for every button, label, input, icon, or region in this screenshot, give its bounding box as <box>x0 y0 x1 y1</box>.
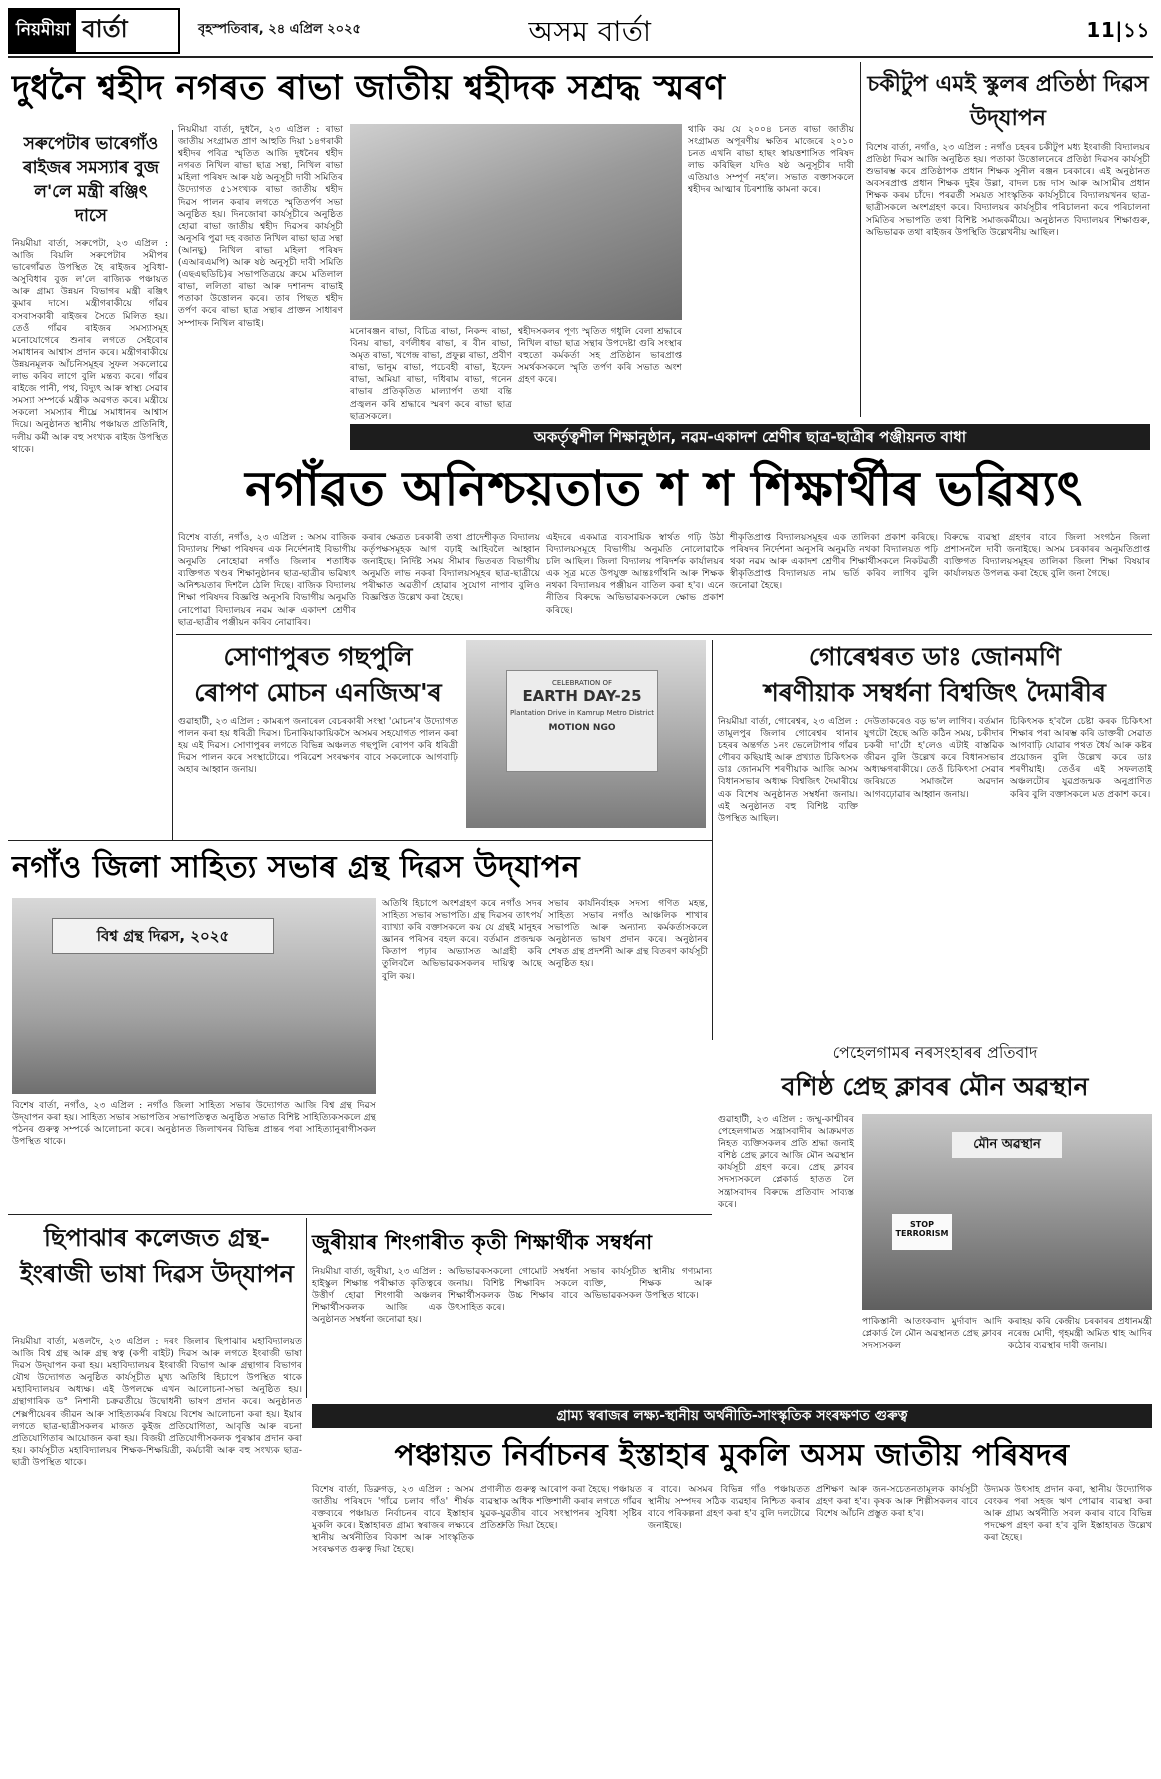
top-story-col4: শ্বহীদসকলৰ পূণ্য স্মৃতিত গধুলি বেলা শ্ৰদ্ধাৰে নিখিল ৰাভা ছাত্ৰ সন্থাৰ উপদেষ্টা গুৰি সংস্থাৰ বহুতো কৰ্মকৰ্তা সহ প্ৰতিষ্ঠান ভাৰপ্ৰাপ্ত সমৰ্থকসকলে স্মৃতি তৰ্পণ কৰি সভাত অংশ গ্ৰহণ কৰে। <box>518 326 682 386</box>
panchayat-col1: বিশেষ বাৰ্তা, ডিব্ৰুগড়, ২৩ এপ্ৰিল : অসম জাতীয় পৰিষদে 'গাঁৱে চলাব গাঁও' শীৰ্ষক বক্তব্যৰে পঞ্চায়ত নিৰ্বাচনৰ বাবে ইস্তাহাৰ মুকলি কৰে। ইস্তাহাৰত গ্ৰাম্য স্বৰাজৰ লক্ষ্যৰে স্থানীয় অৰ্থনীতিৰ বিকাশ আৰু সাংস্কৃতিক সংৰক্ষণত গুৰুত্ব দিয়া হৈছে। <box>312 1484 474 1556</box>
col-divider <box>172 130 173 840</box>
banner-line2: EARTH DAY-25 <box>522 687 642 705</box>
protest-banner: মৌন অৱস্থান <box>952 1132 1062 1158</box>
sahitya-photo <box>12 898 376 1094</box>
top-story-col5: থাকি কয় যে ২০০৪ চনত ৰাভা জাতীয় সংগ্ৰামত অপূৰণীয় ক্ষতিৰ মাজেৰে ২০১০ চনত এখনি ৰাভা হাছং স্বায়ত্তশাসিত পৰিষদ লাভ কৰিছিল যদিও ষষ্ঠ অনুসূচীৰ দাবী এতিয়াও সম্পূৰ্ণ নহ'ল। সভাত বক্তাসকলে শ্বহীদৰ আত্মাৰ চিৰশান্তি কামনা কৰে। <box>688 124 854 196</box>
section-rule <box>8 840 712 841</box>
lead-story-col5: বিৰুদ্ধে ব্যৱস্থা গ্ৰহণৰ বাবে জিলা সংগঠন জিলা প্ৰশাসনলৈ দাবী জনাইছে। অসম চৰকাৰৰ অনুমতিপ্ৰাপ্ত ব্যক্তিগত বিদ্যালয়সমূহৰ তালিকা জিলা শিক্ষা বিষয়াৰ কাৰ্যালয়ত উপলব্ধ কৰা হৈছে বুলি জনা গৈছে। <box>944 532 1150 580</box>
pahelgam-headline: বশিষ্ঠ প্ৰেছ ক্লাবৰ মৌন অৱস্থান <box>781 1072 1089 1101</box>
doctor-col2: দেউতাকৰেও বড় ভ'ল লাগিব। বৰ্তমান যুগটো হৈছে অতি কঠিন সময়, চকীদাৰ চকৰী দা'ৰ্টো হ'লেও এটাই বাস্তৱিক জীৱন বুলি উল্লেখ কৰে বিধানসভাৰ অধ্যক্ষগৰাকীয়ে। তেওঁ চিকিৎসা সেৱাৰ জৰিয়তে সমাজলৈ অৱদান আগবঢ়োৱাৰ আহ্বান জনায়। <box>864 716 1004 800</box>
right-story-body: বিশেষ বাৰ্তা, নগাঁও, ২৩ এপ্ৰিল : নগাঁও চহৰৰ চকীটুপ মধ্য ইংৰাজী বিদ্যালয়ৰ প্ৰতিষ্ঠা দিৱস আজি অনুষ্ঠিত হয়। পতাকা উত্তোলনেৰে প্ৰতিষ্ঠা দিৱসৰ কাৰ্যসূচী শুভাৰম্ভ কৰে প্ৰতিষ্ঠাপক প্ৰধান শিক্ষক সুনীল ৰঞ্জন চৰকাৰে। এই অনুষ্ঠানত অবসৰপ্ৰাপ্ত প্ৰধান শিক্ষক দুইৰ উল্লা, বাদল চন্দ্ৰ দাস আৰু আসামীৰ প্ৰধান শিক্ষক কৰম চাঁদে। পৰৱৰ্তী সময়ত সাংস্কৃতিক কাৰ্যসূচীৰে বিদ্যালয়খনৰ ছাত্ৰ-ছাত্ৰীসকলে অংশগ্ৰহণ কৰে। বিদ্যালয়ৰ কাৰ্যসূচীৰ পৰিচালনা কৰে পৰিচালনা সমিতিৰ সভাপতি তথা বিশিষ্ট সমাজকৰ্মীয়ে। অনুষ্ঠানত বিদ্যালয়ৰ শিক্ষাগুৰু, অভিভাৱক তথা ৰাইজৰ উপস্থিতি উল্লেখনীয় আছিল। <box>866 142 1150 238</box>
section-rule <box>8 1214 712 1215</box>
kicker-strip-education: অকৰ্তৃত্বশীল শিক্ষানুষ্ঠান, নৱম-একাদশ শ্ৰেণীৰ ছাত্ৰ-ছাত্ৰীৰ পঞ্জীয়নত বাধা <box>350 424 1150 450</box>
sahitya-col3: সভাৰ কাৰ্যনিৰ্বাহক সদস্য গণিত মহন্ত, সাহিত্য সভাৰ নগাঁও আঞ্চলিক শাখাৰ সভাপতি আৰু অন্যান্য কৰ্মকৰ্তাসকলে অনুষ্ঠানত ভাষণ প্ৰদান কৰে। অনুষ্ঠানৰ শেষত গ্ৰন্থ প্ৰদৰ্শনী আৰু গ্ৰন্থ বিতৰণ কাৰ্যসূচী অনুষ্ঠিত হয়। <box>548 898 708 970</box>
doctor-col3: চিকিৎসক হ'বলৈ চেষ্টা কৰক চিকিৎসা শিক্ষাৰ পৰা আৰম্ভ কৰি ডাক্তৰী সেৱাত আগবাঢ়ি যোৱাৰ পথত ধৈৰ্য আৰু কষ্টৰ প্ৰয়োজন বুলি উল্লেখ কৰে ডাঃ শৰণীয়াই। তেওঁৰ এই সফলতাই অঞ্চলটোৰ যুৱপ্ৰজন্মক অনুপ্ৰাণিত কৰিব বুলি বক্তাসকলে মত প্ৰকাশ কৰে। <box>1010 716 1152 800</box>
section-rule <box>176 634 1152 635</box>
page-number: 11|১১ <box>1086 18 1150 42</box>
section-title: অসম বাৰ্তা <box>528 15 652 48</box>
panchayat-col2: প্ৰণালীত গুৰুত্ব আৰোপ কৰা হৈছে। পঞ্চায়ত ব্যৱস্থাক অধিক শক্তিশালী কৰাৰ লগতে গাঁৱৰ যুৱক-যুৱতীৰ বাবে সংস্থাপনৰ সুবিধা সৃষ্টিৰ প্ৰতিশ্ৰুতি দিয়া হৈছে। <box>480 1484 642 1532</box>
logo-part2: বাৰ্তা <box>82 15 128 43</box>
lead-story-col2: কৰাৰ ক্ষেত্ৰত চৰকাৰী তথা প্ৰাদেশীকৃত বিদ্যালয় কৰ্তৃপক্ষসমূহক আগ বঢ়াই আহিবলৈ আহ্বান জনাইছে। নিৰ্দিষ্ট সময় সীমাৰ ভিতৰত বিভাগীয় অনুমতি লাভ নকৰা বিদ্যালয়সমূহৰ ছাত্ৰ-ছাত্ৰীয়ে পৰীক্ষাত অৱতীৰ্ণ হোৱাৰ সুযোগ নাপাব বুলিও বিজ্ঞপ্তিত উল্লেখ কৰা হৈছে। <box>362 532 540 604</box>
sahitya-col2: অতিথি হিচাপে অংশগ্ৰহণ কৰে নগাঁও সদৰ সাহিত্য সভাৰ সভাপতি। গ্ৰন্থ দিৱসৰ তাৎপৰ্য ব্যাখ্যা কৰি বক্তাসকলে কয় যে গ্ৰন্থই মানুহৰ জ্ঞানৰ পৰিসৰ বহল কৰে। বৰ্তমান প্ৰজন্মক কিতাপ পঢ়াৰ অভ্যাসত আগ্ৰহী কৰি তুলিবলৈ অভিভাৱকসকলৰ দায়িত্ব আছে বুলি কয়। <box>382 898 542 982</box>
jurir-headline: জুৰীয়াৰ শিংগাৰীত কৃতী শিক্ষাৰ্থীক সম্বৰ্ধনা <box>312 1230 653 1254</box>
issue-date: বৃহস্পতিবাৰ, ২৪ এপ্ৰিল ২০২৫ <box>198 22 361 37</box>
top-story-col1: নিয়মীয়া বাৰ্তা, দুধনৈ, ২৩ এপ্ৰিল : ৰাভা জাতীয় সংগ্ৰামত প্ৰাণ আহুতি দিয়া ১৪গৰাকী শ্বহীদৰ পবিত্ৰ স্মৃতিত আজি দুধনৈৰ শ্বহীদ নগৰত নিখিল ৰাভা ছাত্ৰ সন্থা, নিখিল ৰাভা মহিলা পৰিষদ আৰু যষ্ঠ অনুসূচী দাবী সমিতিৰ উদ্যোগত ৫১সংখ্যক ৰাভা জাতীয় শ্বহীদ দিৱস পালন কৰাৰ লগতে স্মৃতিতৰ্পণ সভা অনুষ্ঠিত হয়। দিনজোৰা কাৰ্যসূচীৰে অনুষ্ঠিত হোৱা ৰাভা জাতীয় শ্বহীদ দিৱসৰ কাৰ্যসূচী অনুসৰি পুৱা দহ বজাত নিখিল ৰাভা ছাত্ৰ সন্থা (আনছু) নিখিল ৰাভা মহিলা পৰিষদ (এআৰএমপি) আৰু ষষ্ঠ অনুসূচী দাবী সমিতি (এছএছডিচি)ৰ সভাপতিত্ৰয়ে ক্ৰমে মতিলাল ৰাভা, ললিতা ৰাভা আৰু দশানন্দ ৰাভাই পতাকা উত্তোলন কৰে। তাৰ পিছত শ্বহীদ তৰ্পণ কৰে ৰাভা ছাত্ৰ সন্থাৰ প্ৰাক্তন সাধাৰণ সম্পাদক নিখিল ৰাভাই। <box>178 124 343 329</box>
lead-story-col1: বিশেষ বাৰ্তা, নগাঁও, ২৩ এপ্ৰিল : অসম বাজিক বিদ্যালয় শিক্ষা পৰিষদৰ এক নিৰ্দেশনাই বিভাগীয় অনুমতি নোহোৱা নগাঁও জিলাৰ শতাধিক ব্যক্তিগত খণ্ডৰ শিক্ষানুষ্ঠানৰ ছাত্ৰ-ছাত্ৰীৰ ভৱিষ্যৎ অনিশ্চয়তাৰ দিশলৈ ঠেলি দিছে। বাজিক বিদ্যালয় শিক্ষা পৰিষদৰ বিজ্ঞপ্তি অনুসৰি বিভাগীয় অনুমতি নোপোৱা বিদ্যালয়ৰ নৱম আৰু একাদশ শ্ৰেণীৰ ছাত্ৰ-ছাত্ৰীৰ পঞ্জীয়ন কৰিব নোৱাৰিব। <box>178 532 356 628</box>
left-story-headline: সৰুপেটাৰ ভাৰেগাঁও ৰাইজৰ সমস্যাৰ বুজ ল'লে মন্ত্ৰী ৰঞ্জিৎ দাসে <box>23 134 159 226</box>
pahelgam-body2: কৰাহয় কৰি কেন্দ্ৰীয় চৰকাৰৰ প্ৰধানমন্ত্ৰী নৰেন্দ্ৰ মোদী, গৃহমন্ত্ৰী অমিত শ্বাহ আদিৰ কঠোৰ ব্যৱস্থাৰ দাবী জনায়। <box>1008 1316 1152 1352</box>
gach-headline-2: ৰোপণ মোচন এনজিঅ'ৰ <box>194 678 442 707</box>
doctor-headline-1: গোৰেশ্বৰত ডাঃ জোনমণি <box>808 642 1062 671</box>
jurir-col2: অভিভাৱকসকলো গোমোট সম্বৰ্ধনা জনায়। বিশিষ্ট শিক্ষাবিদ সকলে শিক্ষাৰ্থীসকলক উচ্চ শিক্ষাৰ বাবে উৎসাহিত কৰে। <box>448 1266 578 1314</box>
gach-body: গুৱাহাটী, ২৩ এপ্ৰিল : কামৰূপ জনাৰেল বেচৰকাৰী সংস্থা 'মোচন'ৰ উদ্যোগত পালন কৰা হয় ধৰিত্ৰী দিৱস। চিনাকিয়াকায়িকসৈ অসমৰ সহযোগত পালন কৰা হয় এই দিৱস। সোণাপুৰৰ লগতে বিভিন্ন অঞ্চলত গছপুলি ৰোপণ কৰি ধৰিত্ৰী দিৱস পালন কৰে সংস্থাটোৱে। পৰিৱেশ সংৰক্ষণৰ বাবে সকলোকে আগবাঢ়ি অহাৰ আহ্বান জনায়। <box>178 716 458 776</box>
sahitya-headline: নগাঁও জিলা সাহিত্য সভাৰ গ্ৰন্থ দিৱস উদ্‌যাপন <box>12 850 581 885</box>
doctor-col1: নিয়মীয়া বাৰ্তা, গোৰেশ্বৰ, ২৩ এপ্ৰিল : তামুলপুৰ জিলাৰ গোৰেশ্বৰ থানাৰ চহৰৰ অন্তৰ্গত ১নং ভেলেটাপাৰ গাঁৱৰ গৌৰব কছিয়াই আৰু প্ৰখ্যাত চিকিৎসক ডাঃ জোনমণি শৰণীয়াক আজি অসম বিধানসভাৰ অধ্যক্ষ বিশ্বজিৎ দৈমাৰীয়ে এক বিশেষ অনুষ্ঠানত সম্বৰ্ধনা জনায়। এই অনুষ্ঠানত বহু বিশিষ্ট ব্যক্তি উপস্থিত আছিল। <box>718 716 858 824</box>
panchayat-headline: পঞ্চায়ত নিৰ্বাচনৰ ইস্তাহাৰ মুকলি অসম জাতীয় পৰিষদৰ <box>394 1438 1070 1473</box>
masthead-rule <box>8 56 1153 58</box>
gach-headline-1: সোণাপুৰত গছপুলি <box>223 642 413 671</box>
protest-placard: STOP TERRORISM <box>892 1214 952 1250</box>
chhipajhar-headline: ছিপাঝাৰ কলেজত গ্ৰন্থ-ইংৰাজী ভাষা দিৱস উদ্‌যাপন <box>20 1224 294 1288</box>
kicker-strip-panchayat: গ্ৰাম্য স্বৰাজৰ লক্ষ্য-স্থানীয় অৰ্থনীতি-সাংস্কৃতিক সংৰক্ষণত গুৰুত্ব <box>312 1404 1152 1428</box>
panchayat-col4: প্ৰশিক্ষণ আৰু জন-সচেতনতামূলক কাৰ্যসূচী গ্ৰহণ কৰা হ'ব। কৃষক আৰু শিল্পীসকলৰ বাবে বিশেষ আঁচনি প্ৰস্তুত কৰা হ'ব। <box>816 1484 978 1520</box>
col-divider <box>860 62 861 417</box>
chhipajhar-body: নিয়মীয়া বাৰ্তা, মঙলদৈ, ২৩ এপ্ৰিল : দৰং জিলাৰ ছিপাঝাৰ মহাবিদ্যালয়ত আজি বিশ্ব গ্ৰন্থ আৰু গ্ৰন্থ স্বত্ব (কপী ৰাইট) দিৱস আৰু লগতে ইংৰাজী ভাষা দিৱস উদ্‌যাপন কৰা হয়। মহাবিদ্যালয়ৰ ইংৰাজী বিভাগ আৰু গ্ৰন্থাগাৰ বিভাগৰ যৌথ উদ্যোগত অনুষ্ঠিত কাৰ্যসূচীত মুখ্য অতিথি হিচাপে উপস্থিত থাকে মহাবিদ্যালয়ৰ অধ্যক্ষ। এই উপলক্ষে এখন আলোচনা-সভা অনুষ্ঠিত হয়। গ্ৰন্থাগাৰিক ড° নিশানী চক্ৰৱৰ্তীয়ে উদ্বোধনী ভাষণ প্ৰদান কৰে। অনুষ্ঠানত শেক্সপীয়েৰৰ জীৱন আৰু সাহিত্যকৰ্মৰ বিষয়ে বিশেষ আলোচনা কৰা হয়। ইয়াৰ লগতে ছাত্ৰ-ছাত্ৰীসকলৰ মাজত কুইজ প্ৰতিযোগিতা, আবৃত্তি আৰু ৰচনা প্ৰতিযোগিতাৰ আয়োজন কৰা হয়। বিজয়ী প্ৰতিযোগীসকলক পুৰস্কাৰ প্ৰদান কৰা হয়। কাৰ্যসূচীত মহাবিদ্যালয়ৰ শিক্ষক-শিক্ষয়িত্ৰী, কৰ্মচাৰী আৰু বহু সংখ্যক ছাত্ৰ-ছাত্ৰী উপস্থিত থাকে। <box>12 1336 302 1468</box>
pahelgam-photo <box>862 1114 1152 1310</box>
sahitya-banner: বিশ্ব গ্ৰন্থ দিৱস, ২০২৫ <box>52 918 274 954</box>
right-story-headline: চকীটুপ এমই স্কুলৰ প্ৰতিষ্ঠা দিৱস উদ্‌যাপন <box>867 72 1149 131</box>
jurir-col1: নিয়মীয়া বাৰ্তা, জুৰীয়া, ২৩ এপ্ৰিল : হাইস্কুল শিক্ষান্ত পৰীক্ষাত কৃতিত্বৰে উত্তীৰ্ণ হোৱা শিংগাৰী অঞ্চলৰ শিক্ষাৰ্থীসকলক আজি এক অনুষ্ঠানত সম্বৰ্ধনা জনোৱা হয়। <box>312 1266 442 1326</box>
lead-story-col3: এইদৰে একমাত্ৰ ব্যবসায়িক স্বাৰ্থত গঢ়ি উঠা বিদ্যালয়সমূহে বিভাগীয় অনুমতি নোলোৱাকৈ চলি আছিল। জিলা বিদ্যালয় পৰিদৰ্শক কাৰ্যালয়ৰ এক সূত্ৰ মতে উপযুক্ত আন্তঃগাঁথনি আৰু শিক্ষক নথকা বিদ্যালয়ৰ পঞ্জীয়ন বাতিল কৰা হ'ব। এনে নীতিৰ বিৰুদ্ধে অভিভাৱকসকলে ক্ষোভ প্ৰকাশ কৰিছে। <box>546 532 724 616</box>
panchayat-col3: ৰ বাবে। অসমৰ বিভিন্ন গাঁও পঞ্চায়তত স্থানীয় সম্পদৰ সঠিক ব্যৱহাৰ নিশ্চিত কৰাৰ বাবে পৰিকল্পনা গ্ৰহণ কৰা হ'ব বুলি দলটোৱে জনাইছে। <box>648 1484 810 1532</box>
earth-day-photo <box>466 640 706 828</box>
newspaper-logo <box>8 8 180 54</box>
top-story-headline: দুধনৈ শ্বহীদ নগৰত ৰাভা জাতীয় শ্বহীদক সশ্ৰদ্ধ স্মৰণ <box>12 68 726 108</box>
pahelgam-caption: পাকিস্তানী আতংকবাদ মুৰ্দাবাদ আদি প্লেকাৰ্ড লৈ মৌন অৱস্থানত প্ৰেছ ক্লাবৰ সদস্যসকল <box>862 1316 1002 1352</box>
banner-line4: MOTION NGO <box>548 723 616 733</box>
jurir-col3: সভাৰ কাৰ্যসূচীত স্থানীয় গণ্যমান্য ব্যক্তি, শিক্ষক আৰু অভিভাৱকসকল উপস্থিত থাকে। <box>584 1266 712 1302</box>
lead-story-headline: নগাঁৱত অনিশ্চয়তাত শ শ শিক্ষাৰ্থীৰ ভৱিষ্যৎ <box>245 461 1083 517</box>
panchayat-col5: উদ্যমক উৎসাহ প্ৰদান কৰা, স্থানীয় উদ্যোগিক বেংকৰ পৰা সহজ ঋণ পোৱাৰ ব্যৱস্থা কৰা আৰু গ্ৰাম্য অৰ্থনীতি সবল কৰাৰ বাবে বিভিন্ন পদক্ষেপ গ্ৰহণ কৰা হ'ব বুলি ইস্তাহাৰত উল্লেখ কৰা হৈছে। <box>984 1484 1152 1544</box>
top-story-photo <box>350 124 682 320</box>
earth-day-banner <box>506 670 658 772</box>
top-story-col3: মনোৰঞ্জন ৰাভা, বিচিত্ৰ ৰাভা, নিকন্দ ৰাভা, বিনয় ৰাভা, বৰ্ণলীধৰ ৰাভা, ৰ বীন ৰাভা, অমৃত ৰাভা, খগেন্দ্ৰ ৰাভা, প্ৰফুল্ল ৰাভা, প্ৰবীণ ৰাভা, ভানুম ৰাভা, পচেবহী ৰাভা, ইফেদ ৰাভা, অমিয়া ৰাভা, দধিৰাম ৰাভা, গনেন ৰাভাৰ প্ৰতিকৃতিত মাল্যাৰ্পণ তথা বন্তি প্ৰজ্বলন কৰি শ্ৰদ্ধাৰে স্মৰণ কৰে ৰাভা ছাত্ৰ ছাত্ৰসকলে। <box>350 326 512 422</box>
banner-line3: Plantation Drive in Kamrup Metro District <box>509 709 655 717</box>
col-divider <box>712 640 713 1040</box>
sahitya-col1: বিশেষ বাৰ্তা, নগাঁও, ২৩ এপ্ৰিল : নগাঁও জিলা সাহিত্য সভাৰ উদ্যোগত আজি বিশ্ব গ্ৰন্থ দিৱস উদ্‌যাপন কৰা হয়। সাহিত্য সভাৰ সভাপতিৰ সভাপতিত্বত অনুষ্ঠিত সভাত বিশিষ্ট সাহিত্যিকসকলে গ্ৰন্থ পঠনৰ গুৰুত্ব সম্পৰ্কে আলোচনা কৰে। অনুষ্ঠানত জিলাখনৰ বিভিন্ন প্ৰান্তৰ পৰা সাহিত্যানুৰাগীসকল উপস্থিত থাকে। <box>12 1100 376 1148</box>
banner-line1: CELEBRATION OF <box>551 679 613 687</box>
pahelgam-kicker: পেহেলগামৰ নৰসংহাৰৰ প্ৰতিবাদ <box>832 1043 1038 1062</box>
doctor-headline-2: শৰণীয়াক সম্বৰ্ধনা বিশ্বজিৎ দৈমাৰীৰ <box>763 678 1107 707</box>
lead-story-col4: শীকৃতিপ্ৰাপ্ত বিদ্যালয়সমূহৰ এক তালিকা প্ৰকাশ কৰিছে। পৰিষদৰ নিৰ্দেশনা অনুসৰি অনুমতি নথকা বিদ্যালয়ত পঢ়ি থকা নৱম আৰু একাদশ শ্ৰেণীৰ শিক্ষাৰ্থীসকলে নিকটৱৰ্তী স্বীকৃতিপ্ৰাপ্ত বিদ্যালয়ত নাম ভৰ্তি কৰিব লাগিব বুলি জনোৱা হৈছে। <box>730 532 938 592</box>
left-story-body: নিয়মীয়া বাৰ্তা, সৰুপেটা, ২৩ এপ্ৰিল : আজি বিয়লি সৰুপেটাৰ সমীপৰ ভাৰেগাঁৱত উপস্থিত হৈ ৰাইজৰ সুবিধা-অসুবিধাৰ বুজ ল'লে ৰাজ্যিক পঞ্চায়ত আৰু গ্ৰাম্য উন্নয়ন বিভাগৰ মন্ত্ৰী ৰঞ্জিৎ কুমাৰ দাসে। মন্ত্ৰীগৰাকীয়ে গাঁৱৰ বসবাসকাৰী ৰাইজৰ সৈতে মিলিত হয়। তেওঁ গাঁৱৰ ৰাইজৰ সমস্যাসমূহ মনোযোগেৰে শুনাৰ লগতে সেইবোৰ সমাধানৰ আশ্বাস প্ৰদান কৰে। মন্ত্ৰীগৰাকীয়ে উন্নয়নমূলক আঁচনিসমূহৰ সুফল সকলোৱে লাভ কৰিব লাগে বুলি মন্তব্য কৰে। গাঁৱৰ ৰাইজে পানী, পথ, বিদ্যুৎ আৰু স্বাস্থ্য সেৱাৰ সমস্যা সম্পৰ্কে মন্ত্ৰীক অৱগত কৰে। মন্ত্ৰীয়ে সকলো সমস্যাৰ শীঘ্ৰে সমাধানৰ আশ্বাস দিয়ে। অনুষ্ঠানত স্থানীয় পঞ্চায়ত প্ৰতিনিধি, দলীয় কৰ্মী আৰু বহু সংখ্যক ৰাইজ উপস্থিত থাকে। <box>12 238 168 455</box>
col-divider <box>306 1218 307 1398</box>
logo-part1: নিয়মীয়া <box>10 10 76 52</box>
pahelgam-body: গুৱাহাটী, ২৩ এপ্ৰিল : জম্মু-কাশ্মীৰৰ পেহেলগামত সন্ত্ৰাসবাদীৰ আক্ৰমণত নিহত ব্যক্তিসকলৰ প্ৰতি শ্ৰদ্ধা জনাই বশিষ্ঠ প্ৰেছ ক্লাবে আজি মৌন অৱস্থান কাৰ্যসূচী গ্ৰহণ কৰে। প্ৰেছ ক্লাবৰ সদস্যসকলে প্লেকাৰ্ড হাতত লৈ সন্ত্ৰাসবাদৰ বিৰুদ্ধে প্ৰতিবাদ সাব্যস্ত কৰে। <box>718 1114 854 1210</box>
